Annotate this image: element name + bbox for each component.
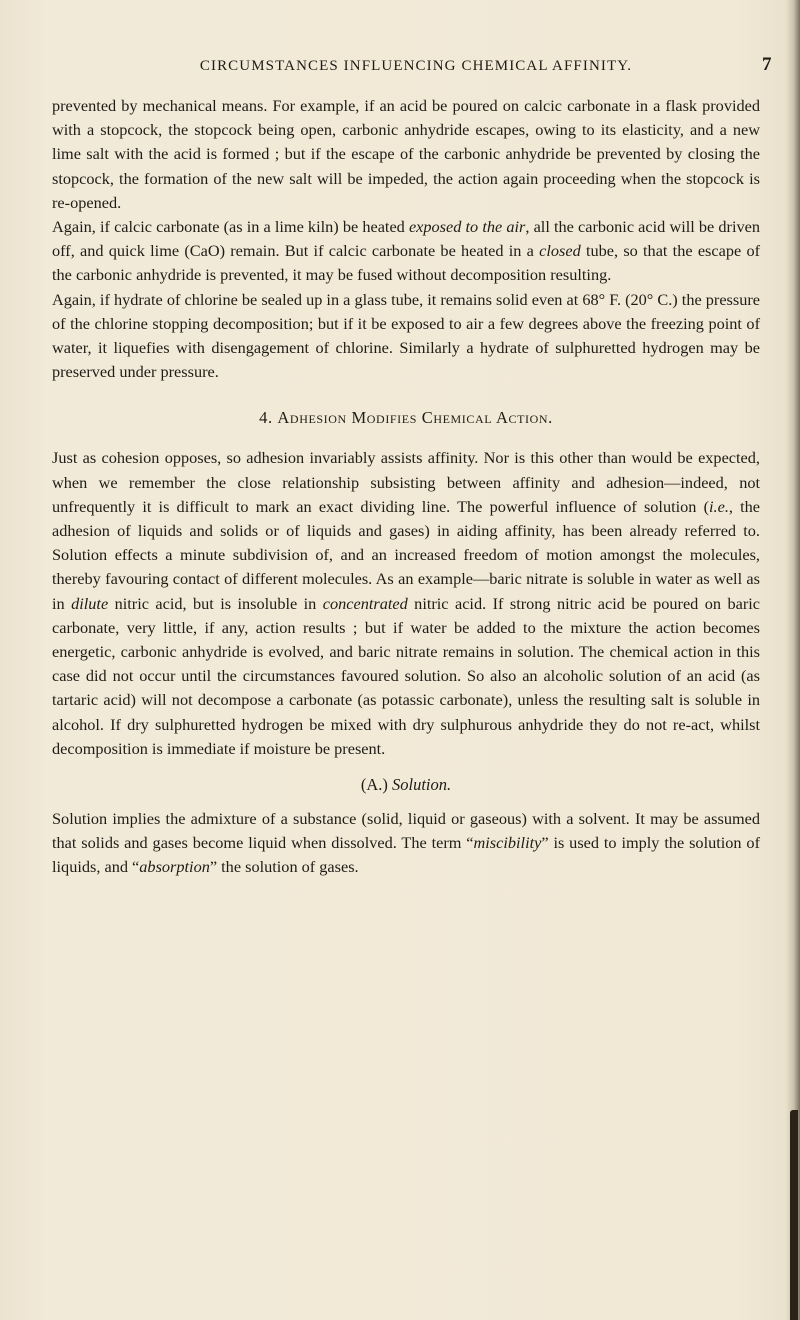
paragraph-1: prevented by mechanical means. For example, if an acid be poured on calcic carbonate in a flask provided with a stopcock, the stopcock being open, carbonic anhydride escapes, owing to its elasticity, and a new lime salt with the acid is formed ; but if the escape of the carbonic anhydride be prevented by closing the stopcock, the formation of the new salt will be impeded, the action again proceeding when the stopcock is re-opened. (52, 96, 760, 212)
paragraph-2-text-c: tube, so that the escape of the carbonic anhydride is prevented, it may be fused without decomposition resulting. (52, 241, 761, 285)
paragraph-5-emphasis-b: absorption (139, 857, 210, 877)
paragraph-4-emphasis-b: dilute (71, 593, 109, 613)
paragraph-2-text-a: Again, if calcic carbonate (as in a lime kiln) be heated (52, 217, 409, 237)
section-heading (52, 406, 760, 430)
paragraph-4-text-d: nitric acid. If strong nitric acid be poured on baric carbonate, very little, if any, action results ; but if water be added to the mixture the action becomes energetic, carbonic anhydride is evolved, and baric nitrate remains in solution. The chemical action in this case did not occur until the circumstances favoured solution. So also an alcoholic solution of an acid (as tartaric acid) will not decompose a carbonate (as potassic carbonate), unless the resulting salt is soluble in alcohol. If dry sulphuretted hydrogen be mixed with dry sulphurous anhydride they do not re-act, whilst decomposition is immediate if moisture be present. (52, 593, 760, 758)
paragraph-5-text-c: ” the solution of gases. (209, 857, 359, 877)
paragraph-2-emphasis-b: closed (539, 241, 581, 261)
subsection-heading (52, 773, 760, 797)
paragraph-4-emphasis-c: concentrated (322, 593, 408, 613)
paragraph-5-text-a: Solution implies the admixture of a substance (solid, liquid or gaseous) with a solvent. It may be assumed that solids and gases become liquid when dissolved. The term “ (52, 809, 760, 853)
page-edge-mark (790, 1110, 798, 1320)
paragraph-4-text-b: , the adhesion of liquids and solids or of liquids and gases) in aiding affinity, has been already referred to. Solution effects a minute subdivision of, and an increased freedom of motion amongst the molecules, thereby favouring contact of different molecules. As an example—baric nitrate is soluble in water as well as in (52, 496, 761, 613)
paragraph-2-emphasis-a: exposed to the air (408, 217, 526, 237)
paragraph-4-emphasis-a: i.e. (709, 496, 729, 516)
paragraph-5-emphasis-a: miscibility (473, 833, 542, 853)
running-head: CIRCUMSTANCES INFLUENCING CHEMICAL AFFINITY. (199, 58, 633, 74)
paragraph-2-text-b: , all the carbonic acid will be driven off, and quick lime (CaO) remain. But if calcic carbonate be heated in a (52, 217, 761, 261)
paragraph-3: Again, if hydrate of chlorine be sealed up in a glass tube, it remains solid even at 68° F. (20° C.) the pressure of the chlorine stopping decomposition; but if it be exposed to air a few degrees above the freezing point of water, it liquefies with disengagement of chlorine. Similarly a hydrate of sulphuretted hydrogen may be preserved under pressure. (52, 289, 761, 382)
subsection-label: (A.) (360, 775, 392, 795)
body-text (52, 94, 760, 880)
subsection-title: Solution. (392, 775, 452, 795)
paragraph-2 (52, 215, 760, 288)
paragraph-4-text-a: Just as cohesion opposes, so adhesion invariably assists affinity. Nor is this other than would be expected, when we remember the close relationship subsisting between affinity and adhesion—indeed, not unfrequently it is difficult to mark an exact dividing line. The powerful influence of solution ( (52, 448, 760, 516)
page-number: 7 (762, 54, 772, 75)
paragraph-5-text-b: ” is used to imply the solution of liquids, and “ (52, 833, 760, 877)
section-title: Adhesion Modifies Chemical Action. (277, 408, 553, 428)
paragraph-5 (52, 807, 760, 880)
section-number: 4. (259, 408, 278, 428)
paragraph-4-text-c: nitric acid, but is insoluble in (108, 593, 323, 613)
paragraph-4 (52, 446, 760, 761)
